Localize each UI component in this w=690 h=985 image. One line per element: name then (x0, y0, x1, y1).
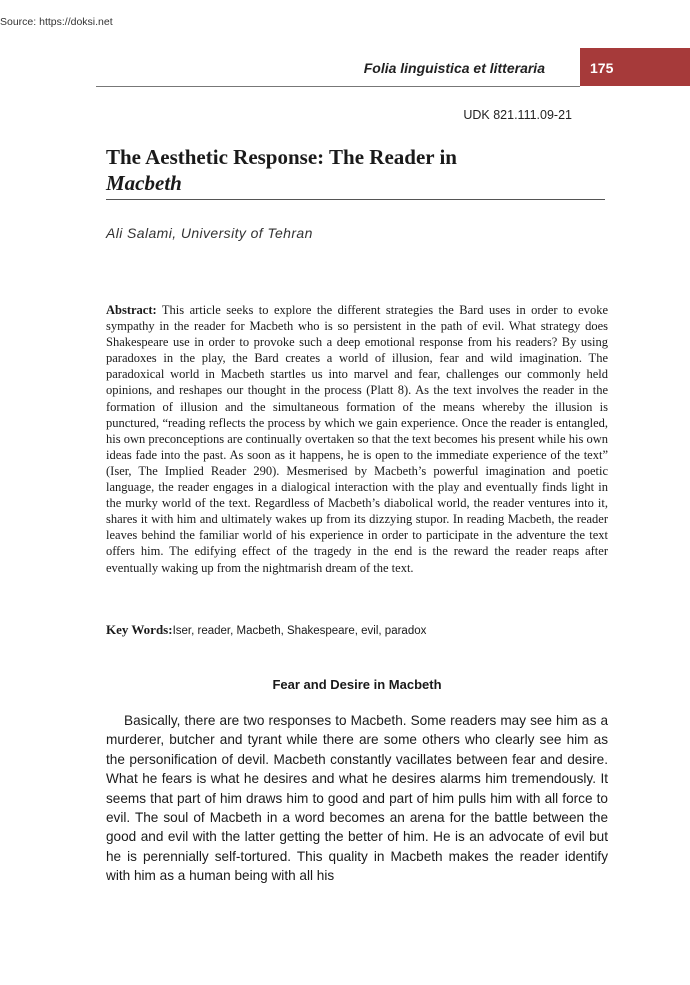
keywords (106, 622, 606, 638)
article-title-main: The Aesthetic Response: The Reader in (106, 145, 457, 169)
author-line: Ali Salami, University of Tehran (106, 225, 313, 241)
page-number-badge (580, 48, 690, 86)
journal-title: Folia linguistica et litteraria (363, 60, 545, 76)
abstract-text: This article seeks to explore the different strategies the Bard uses in order to evoke sympathy in the reader for Macbeth who is so persistent in the path of evil. What strategy does Shakespeare use in order to provoke such a deep emotional response from his readers? By using paradoxes in the play, the Bard creates a world of illusion, fear and wild imagination. The paradoxical world in Macbeth startles us into marvel and fear, challenges our commonly held opinions, and reshapes our thought in the process (Platt 8). As the text involves the reader in the formation of illusion and the simultaneous formation of the means whereby the illusion is punctured, “reading reflects the process by which we gain experience. Once the reader is entangled, his own preconceptions are continually overtaken so that the text becomes his present while his own ideas fade into the past. As soon as it happens, he is open to the immediate experience of the text” (Iser, The Implied Reader 290). Mesmerised by Macbeth’s powerful imagination and poetic language, the reader engages in a dialogical interaction with the play and eventually finds light in the murky world of the text. Regardless of Macbeth’s diabolical world, the reader ventures into it, shares it with him and ultimately wakes up from its dizzying stupor. In reading Macbeth, the reader leaves behind the familiar world of his experience in order to participate in the adventure the text offers him. The edifying effect of the tragedy in the end is the reward the reader reaps after eventually waking up from the nightmarish dream of the text. (106, 303, 608, 575)
header-rule (96, 86, 580, 87)
section-heading: Fear and Desire in Macbeth (272, 677, 442, 692)
article-title (106, 144, 606, 196)
source-label: Source: https://doksi.net (0, 16, 113, 28)
abstract-label: Abstract: (106, 303, 157, 317)
udk-code: UDK 821.111.09-21 (463, 108, 572, 122)
title-rule (106, 199, 605, 200)
keywords-label: Key Words: (106, 622, 173, 637)
abstract (106, 302, 608, 576)
article-title-italic: Macbeth (106, 171, 182, 195)
keywords-values: Iser, reader, Macbeth, Shakespeare, evil, paradox (172, 625, 427, 637)
page-number: 175 (590, 60, 614, 76)
body-paragraph: Basically, there are two responses to Macbeth. Some readers may see him as a murderer, butcher and tyrant while there are some others who clearly see him as the personification of devil. Macbeth constantly vacillates between fear and desire. What he fears is what he desires and what he desires alarms him tremendously. It seems that part of him draws him to good and part of him pulls him with all force to evil. The soul of Macbeth in a word becomes an arena for the battle between the good and evil with the latter getting the better of him. He is an advocate of evil but he is perennially self-tortured. This quality in Macbeth makes the reader identify with him as a human being with all his (106, 713, 608, 884)
